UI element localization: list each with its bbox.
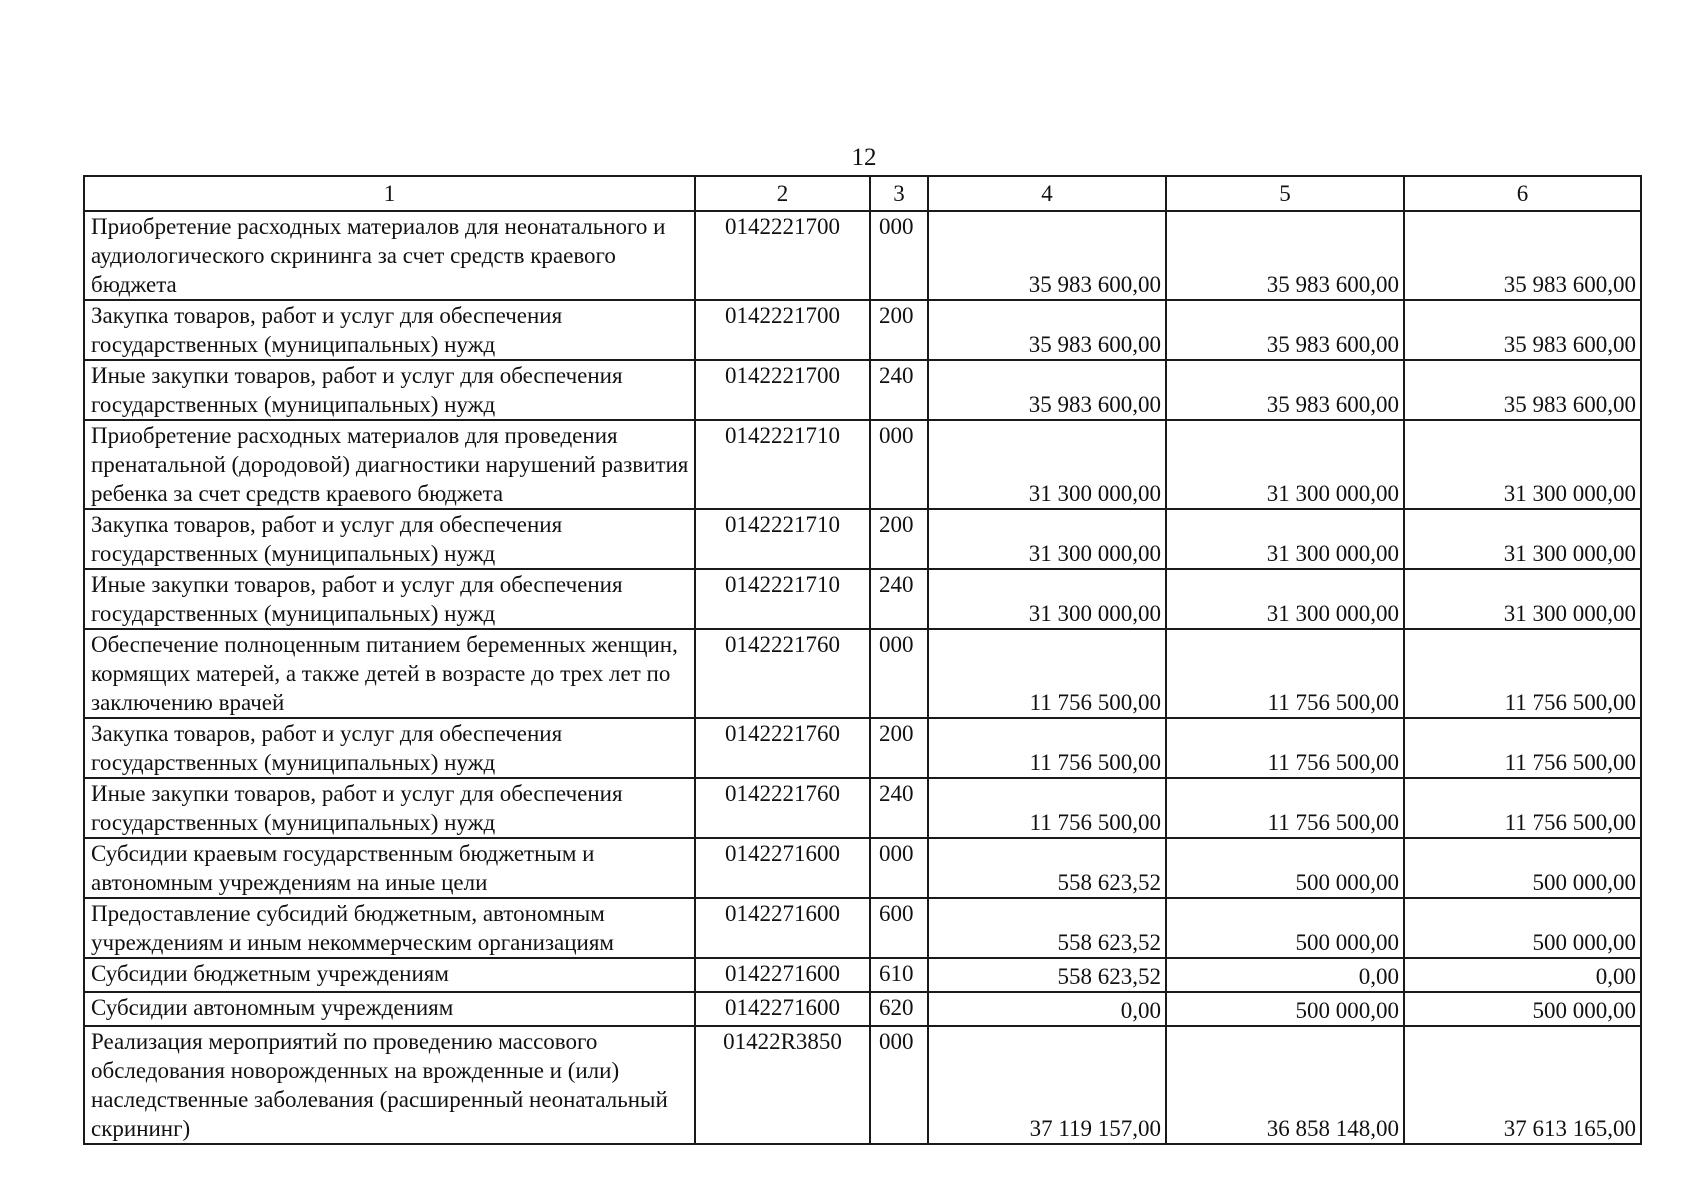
header-col-1: 1: [84, 176, 695, 211]
row-expense-type: 000: [870, 1026, 928, 1144]
row-amount-6: 500 000,00: [1404, 898, 1641, 958]
row-amount-4: 31 300 000,00: [928, 569, 1166, 629]
row-expense-type: 240: [870, 360, 928, 420]
row-amount-5: 31 300 000,00: [1166, 569, 1404, 629]
row-amount-5: 11 756 500,00: [1166, 718, 1404, 778]
row-amount-4: 558 623,52: [928, 838, 1166, 898]
header-col-5: 5: [1166, 176, 1404, 211]
row-expense-type: 610: [870, 958, 928, 992]
row-expense-type: 240: [870, 778, 928, 838]
row-amount-4: 0,00: [928, 992, 1166, 1026]
table-body: [84, 211, 1641, 1144]
table-row: [84, 629, 1641, 718]
table-row: [84, 898, 1641, 958]
row-amount-5: 35 983 600,00: [1166, 360, 1404, 420]
row-expense-type: 000: [870, 838, 928, 898]
row-name: Закупка товаров, работ и услуг для обеспечения государственных (муниципальных) нужд: [84, 509, 695, 569]
row-amount-5: 31 300 000,00: [1166, 509, 1404, 569]
row-expense-type: 200: [870, 509, 928, 569]
table-row: [84, 360, 1641, 420]
row-expense-type: 240: [870, 569, 928, 629]
row-amount-4: 35 983 600,00: [928, 300, 1166, 360]
row-name: Иные закупки товаров, работ и услуг для обеспечения государственных (муниципальных) нужд: [84, 360, 695, 420]
row-amount-6: 11 756 500,00: [1404, 629, 1641, 718]
row-expense-type: 000: [870, 211, 928, 300]
row-amount-5: 35 983 600,00: [1166, 300, 1404, 360]
row-amount-5: 500 000,00: [1166, 898, 1404, 958]
row-expense-type: 200: [870, 300, 928, 360]
row-amount-5: 35 983 600,00: [1166, 211, 1404, 300]
header-row: [84, 176, 1641, 211]
row-amount-4: 11 756 500,00: [928, 718, 1166, 778]
row-amount-6: 35 983 600,00: [1404, 360, 1641, 420]
header-col-6: 6: [1404, 176, 1641, 211]
table-row: [84, 838, 1641, 898]
row-expense-type: 200: [870, 718, 928, 778]
row-name: Приобретение расходных материалов для неонатального и аудиологического скрининга за счет средств краевого бюджета: [84, 211, 695, 300]
table-row: [84, 718, 1641, 778]
row-target-code: 0142221760: [695, 629, 870, 718]
row-name: Иные закупки товаров, работ и услуг для обеспечения государственных (муниципальных) нужд: [84, 778, 695, 838]
row-target-code: 0142221700: [695, 300, 870, 360]
row-amount-4: 558 623,52: [928, 958, 1166, 992]
table-row: [84, 420, 1641, 509]
row-amount-6: 35 983 600,00: [1404, 211, 1641, 300]
row-amount-5: 36 858 148,00: [1166, 1026, 1404, 1144]
row-amount-5: 11 756 500,00: [1166, 629, 1404, 718]
row-amount-6: 500 000,00: [1404, 992, 1641, 1026]
row-amount-5: 11 756 500,00: [1166, 778, 1404, 838]
row-amount-5: 0,00: [1166, 958, 1404, 992]
row-name: Субсидии бюджетным учреждениям: [84, 958, 695, 992]
row-target-code: 0142221760: [695, 778, 870, 838]
row-amount-6: 37 613 165,00: [1404, 1026, 1641, 1144]
table-row: [84, 992, 1641, 1026]
row-name: Обеспечение полноценным питанием беременных женщин, кормящих матерей, а также детей в возрасте до трех лет по заключению врачей: [84, 629, 695, 718]
table-row: [84, 778, 1641, 838]
header-col-4: 4: [928, 176, 1166, 211]
row-target-code: 0142221710: [695, 420, 870, 509]
row-target-code: 0142221710: [695, 509, 870, 569]
row-name: Реализация мероприятий по проведению массового обследования новорожденных на врожденные и (или) наследственные заболевания (расширенный неонатальный скрининг): [84, 1026, 695, 1144]
row-name: Приобретение расходных материалов для проведения пренатальной (дородовой) диагностики нарушений развития ребенка за счет средств краевого бюджета: [84, 420, 695, 509]
row-amount-4: 558 623,52: [928, 898, 1166, 958]
row-target-code: 0142221700: [695, 360, 870, 420]
row-amount-6: 31 300 000,00: [1404, 509, 1641, 569]
row-amount-5: 500 000,00: [1166, 992, 1404, 1026]
row-amount-6: 35 983 600,00: [1404, 300, 1641, 360]
header-col-2: 2: [695, 176, 870, 211]
row-target-code: 0142271600: [695, 838, 870, 898]
table-row: [84, 569, 1641, 629]
row-amount-4: 11 756 500,00: [928, 629, 1166, 718]
row-name: Закупка товаров, работ и услуг для обеспечения государственных (муниципальных) нужд: [84, 718, 695, 778]
budget-table: [83, 175, 1642, 1145]
row-expense-type: 000: [870, 629, 928, 718]
table-row: [84, 1026, 1641, 1144]
row-expense-type: 000: [870, 420, 928, 509]
row-amount-5: 31 300 000,00: [1166, 420, 1404, 509]
table-row: [84, 509, 1641, 569]
row-amount-5: 500 000,00: [1166, 838, 1404, 898]
row-expense-type: 600: [870, 898, 928, 958]
row-amount-6: 11 756 500,00: [1404, 718, 1641, 778]
page-number: 12: [851, 144, 877, 171]
table-row: [84, 958, 1641, 992]
row-target-code: 01422R3850: [695, 1026, 870, 1144]
row-amount-6: 0,00: [1404, 958, 1641, 992]
row-target-code: 0142221700: [695, 211, 870, 300]
row-name: Субсидии автономным учреждениям: [84, 992, 695, 1026]
table-row: [84, 211, 1641, 300]
row-name: Предоставление субсидий бюджетным, автономным учреждениям и иным некоммерческим организациям: [84, 898, 695, 958]
row-target-code: 0142271600: [695, 898, 870, 958]
row-name: Иные закупки товаров, работ и услуг для обеспечения государственных (муниципальных) нужд: [84, 569, 695, 629]
row-amount-4: 35 983 600,00: [928, 360, 1166, 420]
row-target-code: 0142271600: [695, 958, 870, 992]
row-name: Субсидии краевым государственным бюджетным и автономным учреждениям на иные цели: [84, 838, 695, 898]
row-amount-4: 35 983 600,00: [928, 211, 1166, 300]
row-target-code: 0142221760: [695, 718, 870, 778]
row-amount-4: 31 300 000,00: [928, 509, 1166, 569]
row-amount-4: 37 119 157,00: [928, 1026, 1166, 1144]
table-row: [84, 300, 1641, 360]
table-header: [84, 176, 1641, 211]
row-amount-6: 31 300 000,00: [1404, 420, 1641, 509]
row-amount-6: 11 756 500,00: [1404, 778, 1641, 838]
row-amount-6: 31 300 000,00: [1404, 569, 1641, 629]
row-amount-6: 500 000,00: [1404, 838, 1641, 898]
header-col-3: 3: [870, 176, 928, 211]
row-expense-type: 620: [870, 992, 928, 1026]
row-target-code: 0142221710: [695, 569, 870, 629]
row-target-code: 0142271600: [695, 992, 870, 1026]
row-amount-4: 11 756 500,00: [928, 778, 1166, 838]
row-amount-4: 31 300 000,00: [928, 420, 1166, 509]
row-name: Закупка товаров, работ и услуг для обеспечения государственных (муниципальных) нужд: [84, 300, 695, 360]
